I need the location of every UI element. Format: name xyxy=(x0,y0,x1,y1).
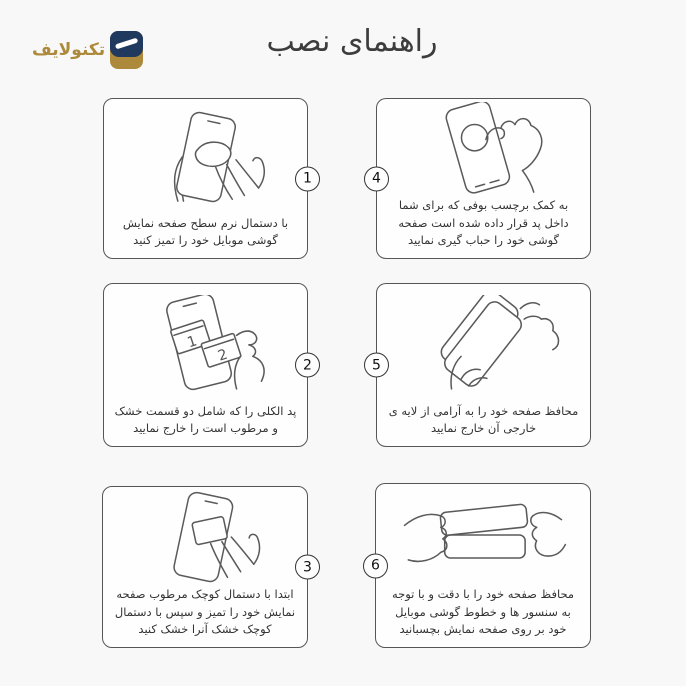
step-2-number: 2 xyxy=(303,357,312,373)
step-1-number: 1 xyxy=(303,170,312,187)
alcohol-pad-drawing xyxy=(120,295,292,391)
logo-swoosh xyxy=(115,38,138,49)
wipe-soft-cloth-drawing xyxy=(120,111,292,203)
technolife-logo xyxy=(32,31,143,69)
apply-protector-drawing xyxy=(393,487,573,583)
step-5-card xyxy=(372,283,591,447)
page-title: راهنمای نصب xyxy=(266,24,438,59)
step-3-caption: ابتدا با دستمال کوچک مرطوب صفحه نمایش خود را تمیز و سپس با دستمال کوچک خشک آنرا خشک کنید xyxy=(114,587,296,636)
technolife-swoosh-icon xyxy=(110,31,143,69)
step-1-number-badge xyxy=(295,166,320,191)
step-3-illustration xyxy=(103,487,307,586)
step-4-illustration xyxy=(377,99,590,197)
step-1-card xyxy=(103,98,312,259)
step-4-card xyxy=(372,98,591,259)
step-6-illustration xyxy=(376,484,590,586)
protector-and-layer xyxy=(433,295,528,389)
step-5-illustration xyxy=(377,284,590,403)
step-5-number-badge xyxy=(364,353,389,378)
step-3-number: 3 xyxy=(303,559,312,575)
step-4-number: 4 xyxy=(372,170,381,187)
step-2-card xyxy=(103,283,312,447)
soft-cloth xyxy=(195,142,230,166)
step-1-caption: با دستمال نرم سطح صفحه نمایش گوشی موبایل خود را تمیز کنید xyxy=(122,215,289,247)
step-4-caption: به کمک برچسب بوفی که برای شما داخل پد قرار داده شده است صفحه گوشی خود را حباب گیری نمایید xyxy=(398,198,569,247)
pinching-hand xyxy=(234,331,263,389)
step-5-caption: محافظ صفحه خود را به آرامی از لایه ی خارجی آن خارج نمایید xyxy=(388,403,579,435)
technolife-wordmark: تکنولایف xyxy=(32,40,106,60)
step-6-number-badge xyxy=(363,553,388,578)
step-4-number-badge xyxy=(364,166,389,191)
right-hand xyxy=(531,513,566,557)
step-3-card xyxy=(102,486,312,648)
phone-outline xyxy=(445,535,525,558)
step-6-card xyxy=(371,483,591,648)
buff-sticker xyxy=(461,125,487,151)
protector-layer xyxy=(440,504,528,536)
step-2-number-badge xyxy=(295,353,320,378)
step-2-illustration xyxy=(104,284,307,403)
pinching-hand xyxy=(520,303,558,350)
buff-sticker-drawing xyxy=(398,102,570,194)
sachet-1-label: 1 xyxy=(184,333,199,352)
step-6-caption: محافظ صفحه خود را با دقت و با توجه به سنسور ها و خطوط گوشی موبایل خود بر روی صفحه نمایش بچسبانید xyxy=(391,587,575,636)
step-1-illustration xyxy=(104,99,307,215)
step-5-number: 5 xyxy=(372,357,381,373)
step-3-number-badge xyxy=(295,555,320,580)
step-2-caption: پد الکلی را که شامل دو قسمت خشک و مرطوب است را خارج نمایید xyxy=(114,403,297,435)
small-wipe-drawing xyxy=(119,491,291,583)
sachet-2-label: 2 xyxy=(215,346,230,365)
step-6-number: 6 xyxy=(371,557,380,574)
peel-layer-drawing xyxy=(398,295,570,391)
logo-icon-navy-half xyxy=(110,31,143,57)
